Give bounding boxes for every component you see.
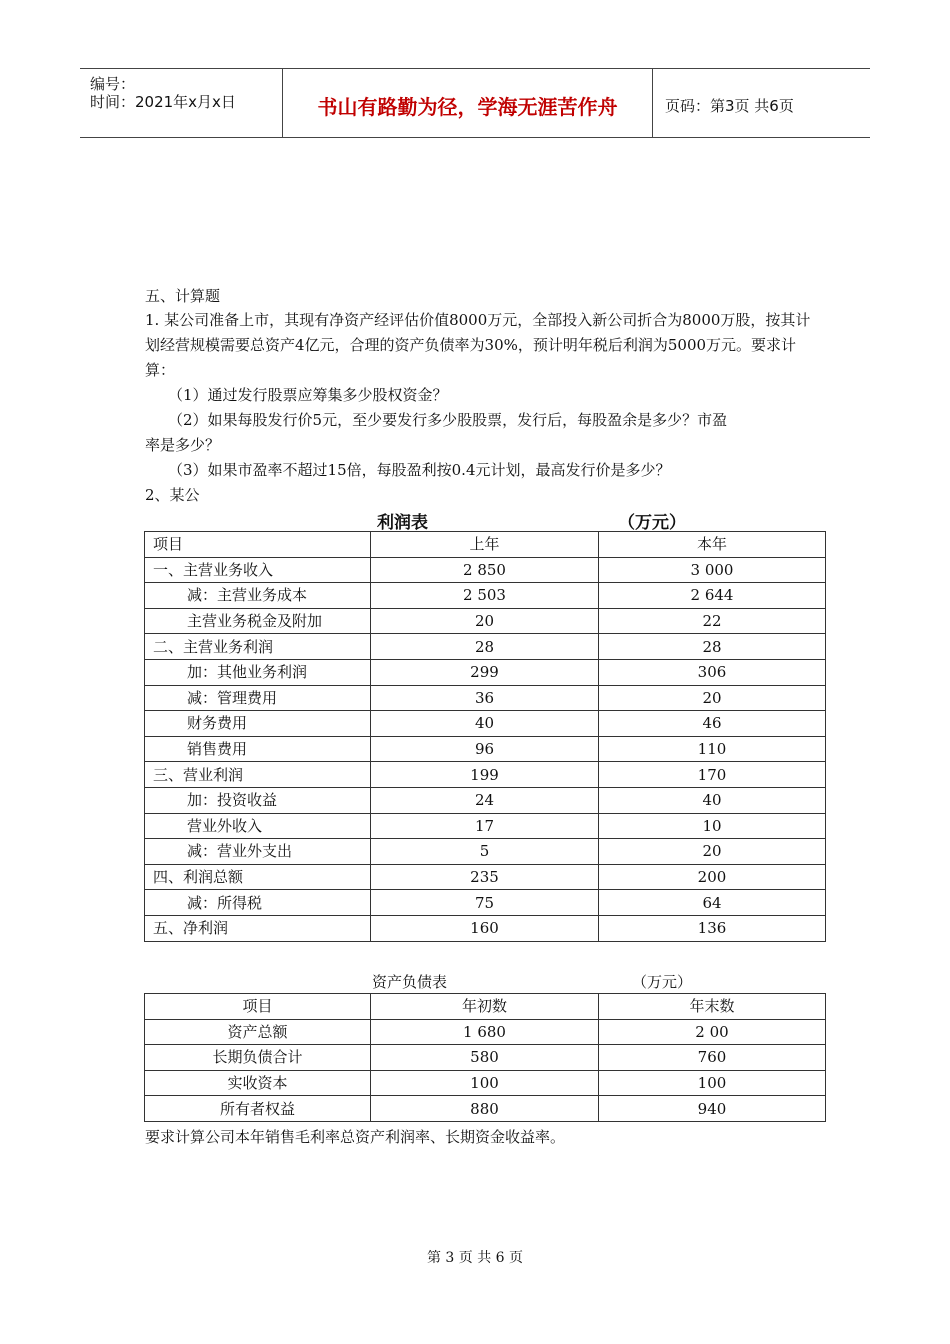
profit-row-curr: 10	[599, 813, 826, 839]
profit-row-curr: 306	[599, 659, 826, 685]
profit-row-curr: 170	[599, 762, 826, 788]
section-title: 五、计算题	[145, 287, 221, 305]
balance-row-begin: 880	[371, 1096, 599, 1122]
profit-header-prev: 上年	[371, 532, 599, 558]
balance-row-item: 资产总额	[145, 1019, 371, 1045]
table-row	[145, 915, 826, 941]
header-motto: 书山有路勤为径，学海无涯苦作舟	[283, 69, 653, 137]
balance-header-end: 年末数	[599, 994, 826, 1020]
balance-row-end: 760	[599, 1045, 826, 1071]
profit-row-prev: 28	[371, 634, 599, 660]
profit-row-prev: 235	[371, 864, 599, 890]
profit-row-item: 销售费用	[145, 736, 371, 762]
table-row	[145, 762, 826, 788]
profit-row-curr: 28	[599, 634, 826, 660]
profit-row-item: 财务费用	[145, 711, 371, 737]
number-label: 编号：	[90, 75, 136, 93]
profit-row-prev: 160	[371, 915, 599, 941]
profit-table-unit: （万元）	[618, 513, 686, 533]
balance-header-begin: 年初数	[371, 994, 599, 1020]
profit-row-curr: 200	[599, 864, 826, 890]
profit-row-curr: 64	[599, 890, 826, 916]
profit-row-curr: 40	[599, 787, 826, 813]
table-row	[145, 583, 826, 609]
profit-row-prev: 24	[371, 787, 599, 813]
profit-row-curr: 110	[599, 736, 826, 762]
balance-table-unit: （万元）	[632, 973, 693, 991]
balance-row-begin: 100	[371, 1070, 599, 1096]
balance-table-title: 资产负债表	[372, 973, 448, 991]
profit-row-item: 减：管理费用	[145, 685, 371, 711]
table-row	[145, 557, 826, 583]
question-1-sub-3: （3）如果市盈率不超过15倍，每股盈利按0.4元计划，最高发行价是多少？	[168, 461, 671, 479]
balance-header-item: 项目	[145, 994, 371, 1020]
profit-row-prev: 20	[371, 608, 599, 634]
page-header	[80, 68, 870, 138]
balance-row-begin: 580	[371, 1045, 599, 1071]
profit-row-curr: 22	[599, 608, 826, 634]
profit-row-item: 五、净利润	[145, 915, 371, 941]
profit-row-prev: 2 850	[371, 557, 599, 583]
profit-row-prev: 199	[371, 762, 599, 788]
profit-row-curr: 20	[599, 685, 826, 711]
balance-row-end: 2 00	[599, 1019, 826, 1045]
table-row	[145, 685, 826, 711]
table-row	[145, 711, 826, 737]
profit-row-item: 减：所得税	[145, 890, 371, 916]
profit-table-body	[145, 557, 826, 941]
table-row	[145, 1045, 826, 1071]
table-row	[145, 1070, 826, 1096]
profit-row-item: 主营业务税金及附加	[145, 608, 371, 634]
table-row	[145, 890, 826, 916]
profit-row-curr: 46	[599, 711, 826, 737]
balance-row-end: 100	[599, 1070, 826, 1096]
profit-row-curr: 2 644	[599, 583, 826, 609]
profit-row-item: 四、利润总额	[145, 864, 371, 890]
profit-row-item: 二、主营业务利润	[145, 634, 371, 660]
profit-row-item: 一、主营业务收入	[145, 557, 371, 583]
profit-row-curr: 20	[599, 839, 826, 865]
question-1-sub-2	[145, 408, 825, 458]
table-row	[145, 608, 826, 634]
profit-row-item: 营业外收入	[145, 813, 371, 839]
profit-row-item: 加：其他业务利润	[145, 659, 371, 685]
balance-row-begin: 1 680	[371, 1019, 599, 1045]
profit-table-header-row	[145, 532, 826, 558]
balance-row-item: 长期负债合计	[145, 1045, 371, 1071]
profit-row-prev: 75	[371, 890, 599, 916]
table-row	[145, 659, 826, 685]
profit-table	[144, 531, 826, 942]
question-1-sub-1: （1）通过发行股票应筹集多少股权资金？	[168, 386, 448, 404]
table-row	[145, 787, 826, 813]
profit-row-item: 减：主营业务成本	[145, 583, 371, 609]
profit-row-prev: 36	[371, 685, 599, 711]
balance-row-item: 所有者权益	[145, 1096, 371, 1122]
profit-row-item: 加：投资收益	[145, 787, 371, 813]
question-1-text: 1. 某公司准备上市，其现有净资产经评估价值8000万元，全部投入新公司折合为8000万股，按其计划经营规模需要总资产4亿元，合理的资产负债率为30%，预计明年税后利润为5000万元。要求计算：	[145, 311, 811, 379]
question-2-intro: 2、某公	[145, 486, 200, 504]
table-row	[145, 839, 826, 865]
header-info-cell	[80, 69, 283, 137]
question-1-sub-2-line: （2）如果每股发行价5元，至少要发行多少股股票，发行后，每股盈余是多少？市盈	[168, 411, 728, 429]
question-1-sub-2-cont: 率是多少？	[145, 436, 221, 454]
profit-header-item: 项目	[145, 532, 371, 558]
balance-table	[144, 993, 826, 1122]
table-row	[145, 1096, 826, 1122]
profit-row-curr: 3 000	[599, 557, 826, 583]
time-label: 时间：2021年x月x日	[90, 93, 236, 111]
table-row	[145, 1019, 826, 1045]
profit-row-curr: 136	[599, 915, 826, 941]
profit-row-prev: 2 503	[371, 583, 599, 609]
profit-row-item: 减：营业外支出	[145, 839, 371, 865]
profit-row-prev: 299	[371, 659, 599, 685]
table-row	[145, 736, 826, 762]
balance-table-body	[145, 1019, 826, 1121]
profit-row-prev: 96	[371, 736, 599, 762]
profit-header-curr: 本年	[599, 532, 826, 558]
header-page-label: 页码：第3页 共6页	[665, 97, 794, 115]
page-footer: 第 3 页 共 6 页	[426, 1250, 524, 1266]
table-row	[145, 813, 826, 839]
profit-row-prev: 40	[371, 711, 599, 737]
balance-row-item: 实收资本	[145, 1070, 371, 1096]
table-row	[145, 634, 826, 660]
profit-row-prev: 17	[371, 813, 599, 839]
profit-table-title: 利润表	[377, 513, 428, 533]
profit-row-prev: 5	[371, 839, 599, 865]
requirement-text: 要求计算公司本年销售毛利率总资产利润率、长期资金收益率。	[145, 1128, 566, 1146]
profit-row-item: 三、营业利润	[145, 762, 371, 788]
balance-table-header-row	[145, 994, 826, 1020]
table-row	[145, 864, 826, 890]
balance-row-end: 940	[599, 1096, 826, 1122]
